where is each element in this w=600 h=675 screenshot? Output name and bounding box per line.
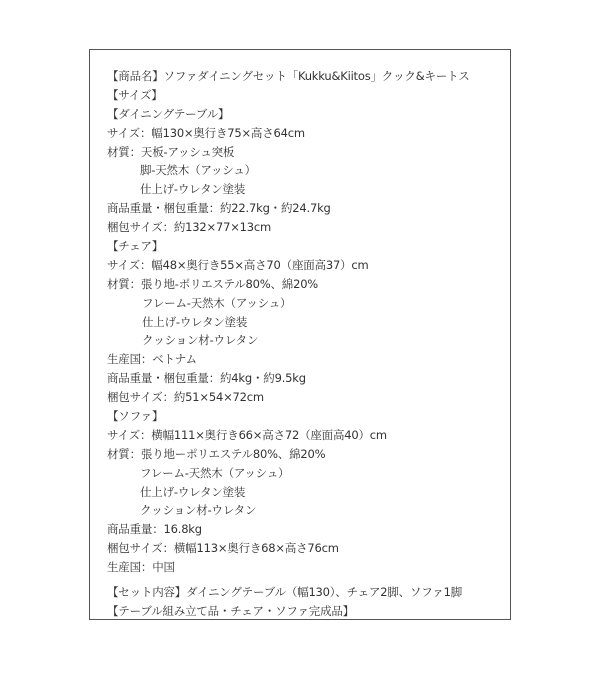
sofa-size: サイズ：横幅111×奥行き66×高さ72（座面高40）cm: [107, 427, 387, 442]
chair-package-size: 梱包サイズ：約51×54×72cm: [107, 390, 264, 405]
chair-origin: 生産国：ベトナム: [107, 352, 197, 367]
product-name: 【商品名】ソファダイニングセット「Kukku&Kiitos」クック&キートス: [107, 69, 470, 83]
chair-material: 材質：張り地-ポリエステル80%、綿20%: [107, 276, 319, 291]
chair-size: サイズ：幅48×奥行き55×高さ70（座面高37）cm: [107, 257, 369, 272]
table-material: 材質：天板-アッシュ突板: [107, 144, 235, 159]
product-spec-text: [107, 67, 507, 621]
chair-weight: 商品重量・梱包重量：約4kg・約9.5kg: [107, 371, 306, 386]
sofa-heading: 【ソファ】: [107, 409, 164, 424]
chair-heading: 【チェア】: [107, 239, 164, 254]
size-heading: 【サイズ】: [107, 87, 163, 102]
sofa-origin: 生産国：中国: [107, 560, 175, 575]
sofa-material-finish: 仕上げ-ウレタン塗装: [140, 484, 246, 499]
chair-material-frame: フレーム-天然木（アッシュ）: [142, 295, 292, 310]
chair-material-finish: 仕上げ-ウレタン塗装: [142, 314, 248, 329]
table-heading: 【ダイニングテーブル】: [107, 106, 230, 121]
sofa-material-cushion: クッション材-ウレタン: [140, 503, 257, 518]
table-material-finish: 仕上げ-ウレタン塗装: [140, 182, 246, 197]
set-contents: 【セット内容】ダイニングテーブル（幅130）、チェア2脚、ソファ1脚: [107, 585, 462, 600]
table-size: サイズ：幅130×奥行き75×高さ64cm: [107, 125, 305, 140]
sofa-weight: 商品重量：16.8kg: [107, 522, 202, 537]
sofa-material: 材質：張り地ーポリエステル80%、綿20%: [107, 446, 326, 461]
table-package-size: 梱包サイズ：約132×77×13cm: [107, 220, 271, 235]
table-weight: 商品重量・梱包重量：約22.7kg・約24.7kg: [107, 201, 331, 216]
sofa-material-frame: フレーム-天然木（アッシュ）: [140, 465, 290, 480]
table-material-legs: 脚-天然木（アッシュ）: [140, 163, 256, 178]
assembly-note: 【テーブル組み立て品・チェア・ソファ完成品】: [107, 603, 354, 618]
chair-material-cushion: クッション材-ウレタン: [142, 333, 259, 348]
sofa-package-size: 梱包サイズ：横幅113×奥行き68×高さ76cm: [107, 541, 339, 556]
